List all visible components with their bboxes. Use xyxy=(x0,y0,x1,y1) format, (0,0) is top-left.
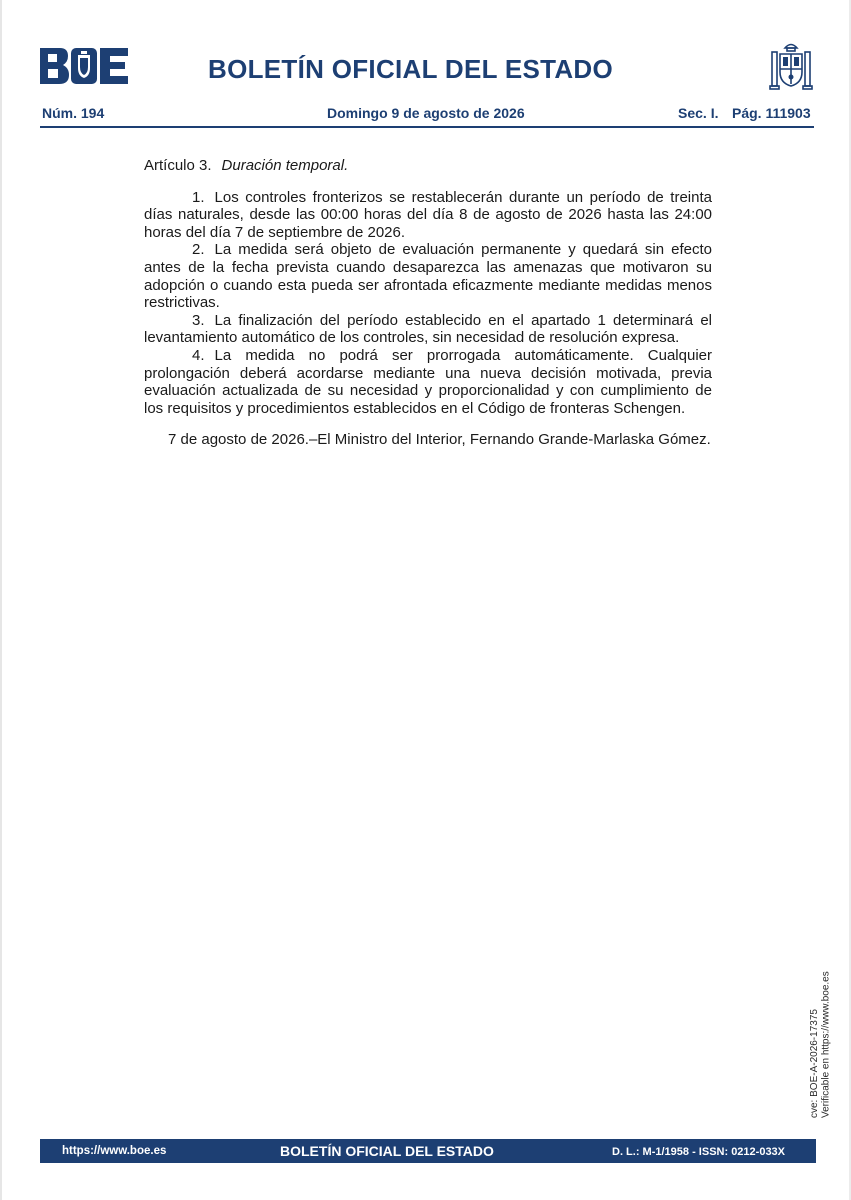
paragraph-2 xyxy=(144,241,712,311)
signature-line: 7 de agosto de 2026.–El Ministro del Interior, Fernando Grande-Marlaska Gómez. xyxy=(168,431,711,449)
article-title: Duración temporal. xyxy=(221,157,349,174)
article-body xyxy=(144,157,712,449)
paragraph-text: La medida no podrá ser prorrogada automáticamente. Cualquier prolongación deberá acordarse mediante una nueva decisión motivada, previa evaluación actualizada de su necesidad y proporcionalidad y con cumplimiento de los requisitos y procedimientos establecidos en el Código de fronteras Schengen. xyxy=(144,346,712,417)
section-label: Sec. I. xyxy=(678,105,719,121)
header-rule xyxy=(40,126,814,128)
legal-deposit: D. L.: M-1/1958 - ISSN: 0212-033X xyxy=(612,1146,786,1158)
paragraph-text: Los controles fronterizos se restablecerán durante un período de treinta días naturales, desde las 00:00 horas del día 8 de agosto de 2026 hasta las 24:00 horas del día 7 de septiembre de 2026. xyxy=(144,188,712,241)
footer-url-link[interactable]: https://www.boe.es xyxy=(62,1145,167,1157)
footer-title: BOLETÍN OFICIAL DEL ESTADO xyxy=(280,1143,494,1159)
paragraph-4 xyxy=(144,347,712,417)
cve-code: cve: BOE-A-2026-17375 xyxy=(809,1009,820,1118)
boe-logo xyxy=(40,48,128,84)
verification-side-text xyxy=(809,968,833,1118)
issue-number: Núm. 194 xyxy=(42,105,105,121)
article-label: Artículo 3. xyxy=(144,157,212,174)
paragraph-1 xyxy=(144,189,712,242)
issue-date: Domingo 9 de agosto de 2026 xyxy=(327,105,525,121)
verification-link[interactable]: Verificable en https://www.boe.es xyxy=(820,971,832,1118)
paragraph-text: La medida será objeto de evaluación permanente y quedará sin efecto antes de la fecha prevista cuando desaparezca las amenazas que motivaron su adopción o cuando esta pueda ser afrontada eficazmente mediante medidas menos restrictivas. xyxy=(144,241,712,312)
footer-bar xyxy=(40,1139,816,1163)
coat-of-arms-icon xyxy=(768,40,814,92)
paragraph-number: 1. xyxy=(192,188,205,206)
page-number: Pág. 111903 xyxy=(732,105,811,121)
paragraph-number: 4. xyxy=(192,346,205,364)
paragraph-number: 2. xyxy=(192,241,205,259)
paragraph-3 xyxy=(144,312,712,347)
paragraph-text: La finalización del período establecido en el apartado 1 determinará el levantamiento automático de los controles, sin necesidad de resolución expresa. xyxy=(144,311,712,347)
issue-meta-row xyxy=(40,103,812,123)
bulletin-title: BOLETÍN OFICIAL DEL ESTADO xyxy=(208,54,614,84)
article-heading xyxy=(144,157,712,175)
paragraph-number: 3. xyxy=(192,311,205,329)
